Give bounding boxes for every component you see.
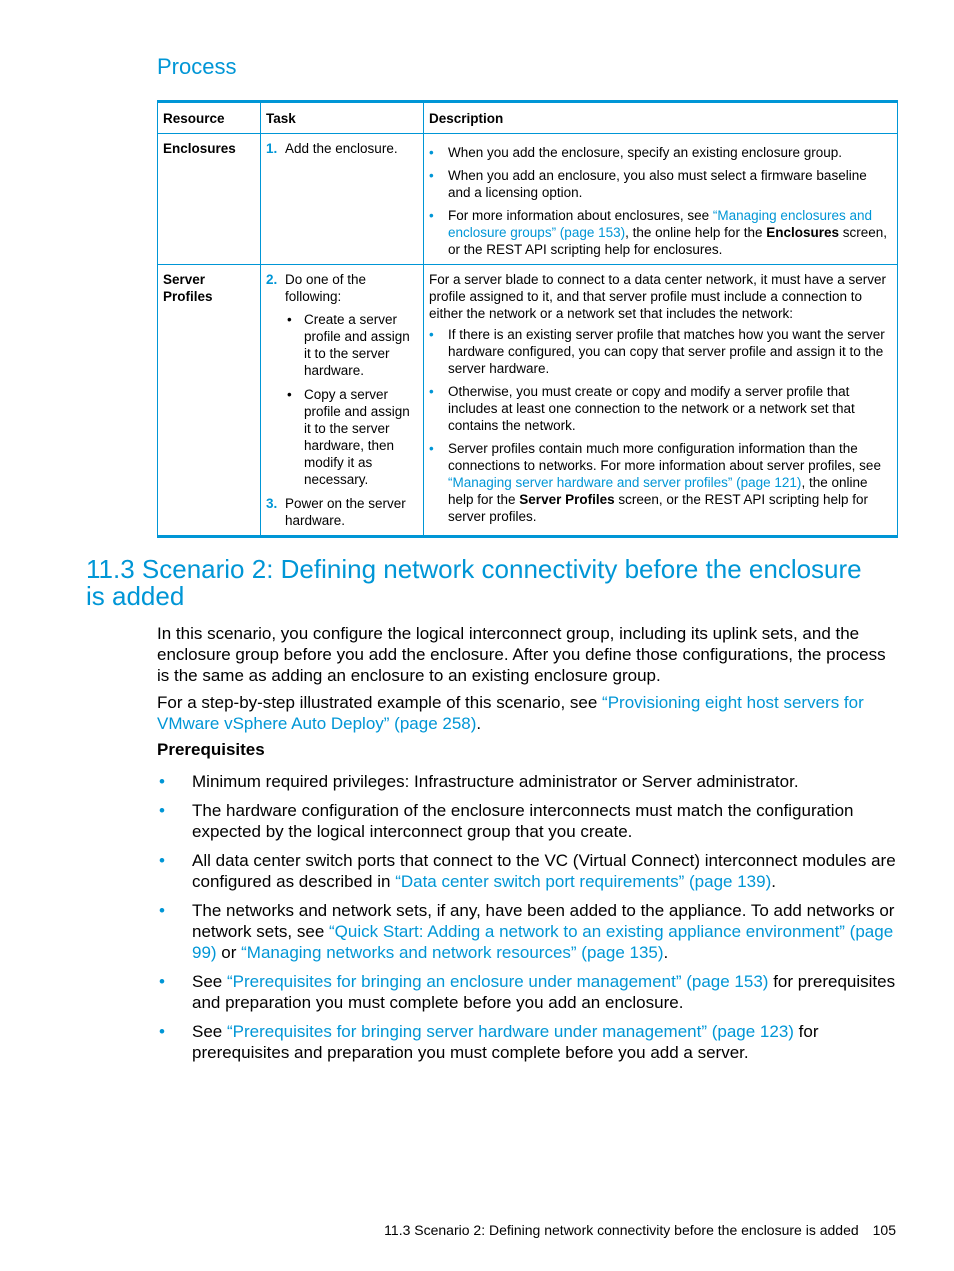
bullet-icon: •: [159, 972, 165, 991]
step-text: Do one of the following:: [285, 272, 367, 304]
list-item: • Copy a server profile and assign it to the server hardware, then modify it as necessary.: [287, 387, 410, 487]
section-heading: 11.3 Scenario 2: Defining network connectivity before the enclosure is added: [86, 554, 862, 611]
task-step-2: [266, 271, 418, 495]
list-item: • Server profiles contain much more configuration information than the connections to networks. For more information about server profiles, see “Managing server hardware and server profiles” (page 121), the online help for the Server Profiles screen, or the REST API scripting help for server profiles.: [429, 441, 881, 524]
list-item: • All data center switch ports that connect to the VC (Virtual Connect) interconnect modules are configured as described in “Data center switch port requirements” (page 139).: [159, 851, 896, 891]
table-row: [158, 134, 898, 265]
bullet-icon: •: [159, 901, 165, 920]
list-item: • For more information about enclosures, see “Managing enclosures and enclosure groups” (page 153), the online help for the Enclosures screen, or the REST API scripting help for enclosures.: [429, 208, 888, 257]
bullet-icon: •: [429, 441, 434, 456]
list-item: • The networks and network sets, if any, have been added to the appliance. To add networks or network sets, see “Quick Start: Adding a network to an existing appliance environment” (page 99) or “Managing networks and network resources” (page 135).: [159, 901, 895, 962]
description-list: [429, 326, 892, 525]
resource-server-profiles: Server Profiles: [158, 265, 261, 537]
table-row: [158, 265, 898, 537]
description-list: [429, 144, 892, 258]
list-item: • If there is an existing server profile that matches how you want the server hardware configured, you can copy that server profile and assign it to the server hardware.: [429, 327, 885, 376]
description-cell: [424, 134, 898, 265]
link-server-hardware-prerequisites[interactable]: “Prerequisites for bringing server hardware under management” (page 123): [226, 1022, 794, 1041]
description-cell: [424, 265, 898, 537]
bullet-icon: •: [287, 312, 292, 327]
link-switch-port-requirements[interactable]: “Data center switch port requirements” (page 139): [395, 872, 772, 891]
bullet-icon: •: [159, 801, 165, 820]
page-footer: [384, 1222, 896, 1238]
bullet-icon: •: [159, 1022, 165, 1041]
bullet-icon: •: [429, 327, 434, 342]
header-task: Task: [261, 102, 424, 134]
prerequisites-list: [157, 771, 899, 1071]
task-cell: [261, 134, 424, 265]
step-text: Power on the server hardware.: [285, 496, 406, 528]
step-number: 2.: [266, 272, 278, 287]
process-table: [157, 100, 898, 538]
task-cell: [261, 265, 424, 537]
link-provisioning-example[interactable]: “Provisioning eight host servers for VMware vSphere Auto Deploy” (page 258): [157, 693, 864, 733]
bullet-icon: •: [287, 387, 292, 402]
process-heading: Process: [157, 54, 237, 79]
page-number: 105: [872, 1222, 896, 1238]
bullet-icon: •: [429, 384, 434, 399]
list-item: • When you add the enclosure, specify an existing enclosure group.: [429, 145, 842, 160]
header-description: Description: [424, 102, 898, 134]
example-paragraph: For a step-by-step illustrated example of this scenario, see “Provisioning eight host servers for VMware vSphere Auto Deploy” (page 258).: [157, 693, 864, 733]
link-enclosure-prerequisites[interactable]: “Prerequisites for bringing an enclosure under management” (page 153): [226, 972, 769, 991]
list-item: • Otherwise, you must create or copy and modify a server profile that includes at least one connection to the network or a network set that contains the network.: [429, 384, 855, 433]
step-number: 3.: [266, 496, 278, 511]
bullet-icon: •: [429, 168, 434, 183]
task-step-3: [266, 495, 418, 529]
bullet-icon: •: [159, 772, 165, 791]
description-intro: For a server blade to connect to a data center network, it must have a server profile assigned to it, and that server profile must include a connection to either the network or a network set that includes the network:: [429, 272, 886, 321]
prerequisites-heading: Prerequisites: [157, 740, 265, 759]
intro-paragraph: In this scenario, you configure the logical interconnect group, including its uplink sets, and the enclosure group before you add the enclosure. After you define those configurations, the process is the same as adding an enclosure to an existing enclosure group.: [157, 624, 886, 685]
sub-list: [285, 311, 418, 488]
link-managing-server-hardware[interactable]: “Managing server hardware and server profiles” (page 121): [448, 475, 802, 490]
task-step-1: [266, 140, 418, 157]
link-quick-start-network[interactable]: “Quick Start: Adding a network to an existing appliance environment” (page 99): [192, 922, 894, 962]
list-item: • Create a server profile and assign it to the server hardware.: [287, 312, 410, 378]
list-item: • See “Prerequisites for bringing an enclosure under management” (page 153) for prerequisites and preparation you must complete before you add an enclosure.: [159, 972, 896, 1012]
bullet-icon: •: [429, 145, 434, 160]
list-item: • Minimum required privileges: Infrastructure administrator or Server administrator.: [159, 772, 799, 791]
step-number: 1.: [266, 141, 278, 156]
step-text: Add the enclosure.: [285, 141, 398, 156]
bullet-icon: •: [159, 851, 165, 870]
table-header-row: [158, 102, 898, 134]
list-item: • See “Prerequisites for bringing server hardware under management” (page 123) for prerequisites and preparation you must complete before you add a server.: [159, 1022, 819, 1062]
resource-enclosures: Enclosures: [158, 134, 261, 265]
list-item: • The hardware configuration of the enclosure interconnects must match the configuration expected by the logical interconnect group that you create.: [159, 801, 854, 841]
bullet-icon: •: [429, 208, 434, 223]
list-item: • When you add an enclosure, you also must select a firmware baseline and a licensing option.: [429, 168, 867, 200]
running-title: 11.3 Scenario 2: Defining network connectivity before the enclosure is added: [384, 1222, 859, 1238]
header-resource: Resource: [158, 102, 261, 134]
link-managing-enclosures[interactable]: “Managing enclosures and enclosure groups” (page 153): [448, 208, 872, 240]
link-managing-networks[interactable]: “Managing networks and network resources” (page 135): [241, 943, 664, 962]
